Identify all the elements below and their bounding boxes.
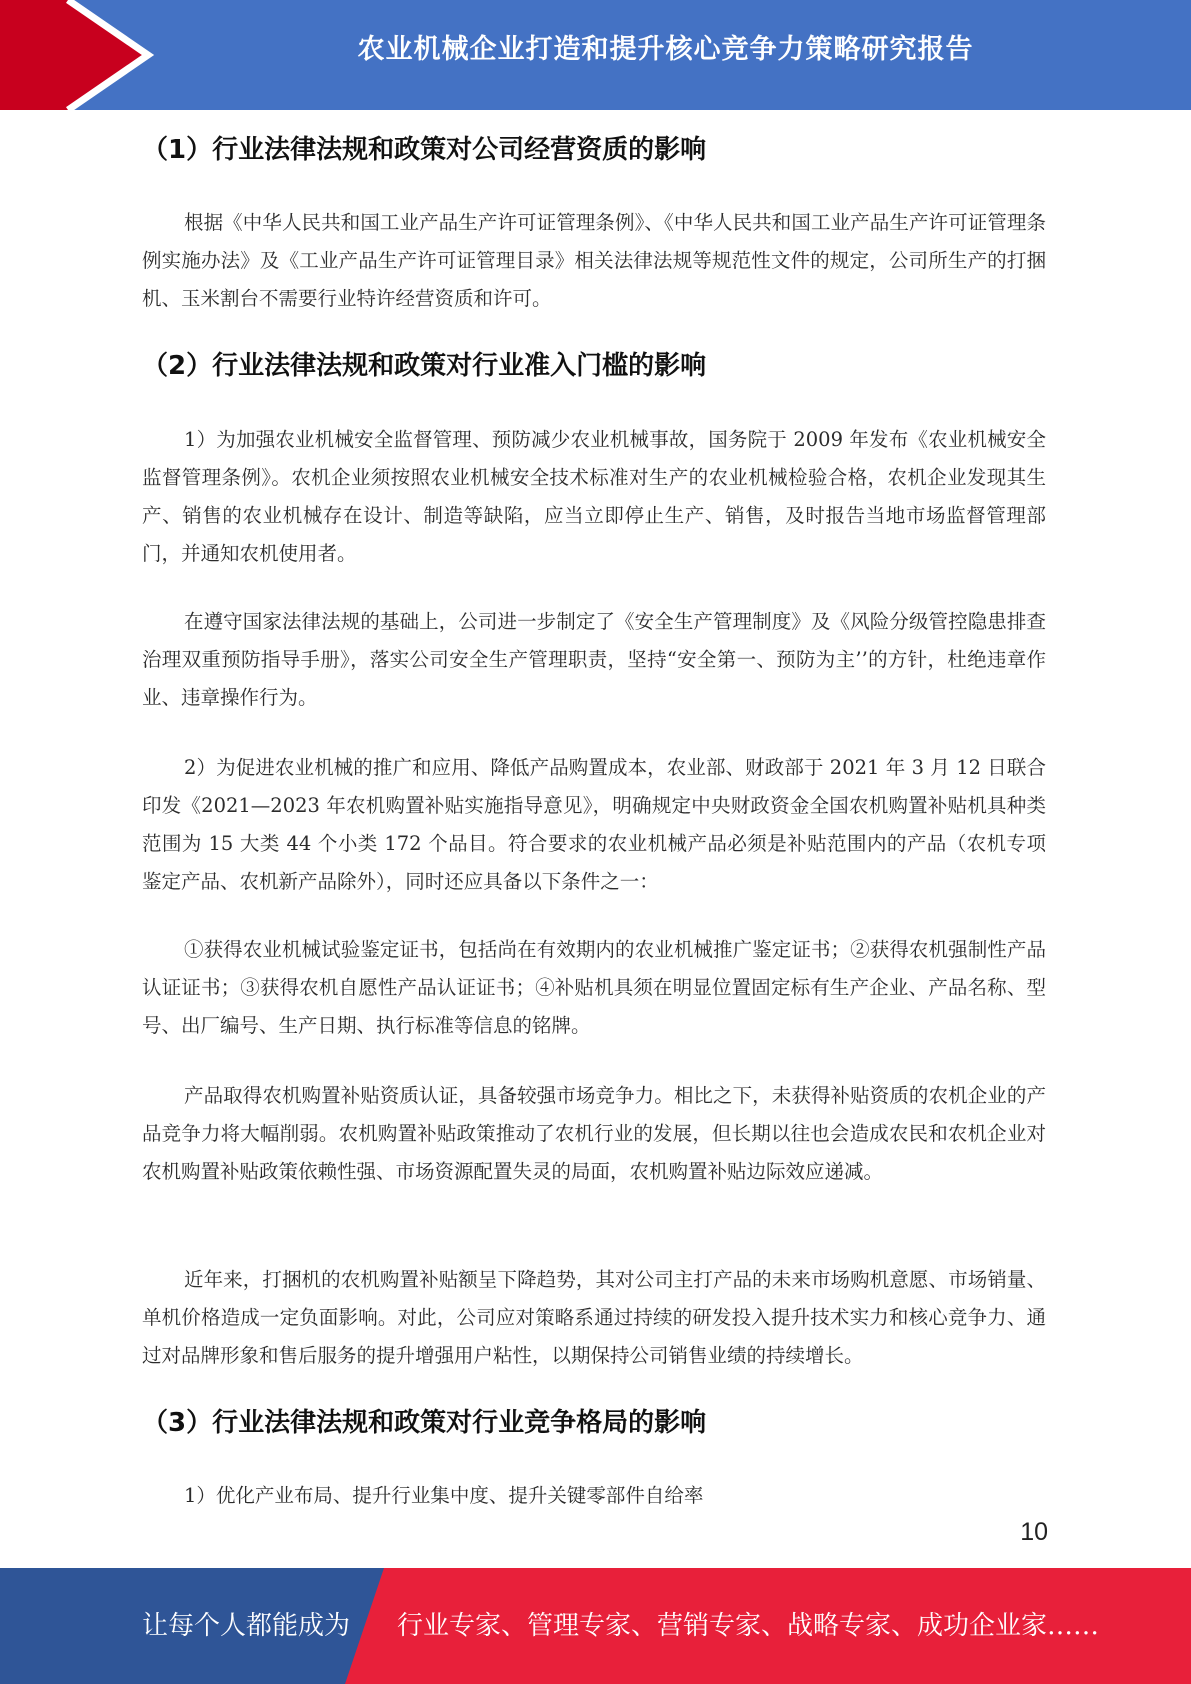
section-2-paragraph-6: 近年来，打捆机的农机购置补贴额呈下降趋势，其对公司主打产品的未来市场购机意愿、市场销量、单机价格造成一定负面影响。对此，公司应对策略系通过持续的研发投入提升技术实力和核心竞争力、通过对品牌形象和售后服务的提升增强用户粘性，以期保持公司销售业绩的持续增长。 (142, 1268, 1046, 1367)
section-2-paragraph-5: 产品取得农机购置补贴资质认证，具备较强市场竞争力。相比之下，未获得补贴资质的农机企业的产品竞争力将大幅削弱。农机购置补贴政策推动了农机行业的发展，但长期以往也会造成农民和农机企业对农机购置补贴政策依赖性强、市场资源配置失灵的局面，农机购置补贴边际效应递减。 (142, 1084, 1046, 1183)
section-2-paragraph-3: 2）为促进农业机械的推广和应用、降低产品购置成本，农业部、财政部于 2021 年 3 月 12 日联合印发《2021—2023 年农机购置补贴实施指导意见》，明确规定中央财政资金全国农机购置补贴机具种类范围为 15 大类 44 个小类 172 个品目。符合要求的农业机械产品必须是补贴范围内的产品（农机专项鉴定产品、农机新产品除外），同时还应具备以下条件之一： (142, 756, 1046, 893)
section-2-paragraph-4: ①获得农业机械试验鉴定证书，包括尚在有效期内的农业机械推广鉴定证书；②获得农机强制性产品认证证书；③获得农机自愿性产品认证证书；④补贴机具须在明显位置固定标有生产企业、产品名称、型号、出厂编号、生产日期、执行标准等信息的铭牌。 (142, 938, 1046, 1037)
footer-slogan-right: 行业专家、管理专家、营销专家、战略专家、成功企业家…… (397, 1611, 1100, 1641)
header-red-chevron (0, 0, 148, 110)
page-header (0, 0, 1191, 110)
page-number: 10 (1020, 1518, 1048, 1546)
section-2-paragraph-2: 在遵守国家法律法规的基础上，公司进一步制定了《安全生产管理制度》及《风险分级管控隐患排查治理双重预防指导手册》，落实公司安全生产管理职责，坚持“安全第一、预防为主’’的方针，杜绝违章作业、违章操作行为。 (142, 610, 1046, 709)
section-2-heading: （2）行业法律法规和政策对行业准入门槛的影响 (142, 351, 707, 381)
section-2-paragraph-1: 1）为加强农业机械安全监督管理、预防减少农业机械事故，国务院于 2009 年发布《农业机械安全监督管理条例》。农机企业须按照农业机械安全技术标准对生产的农业机械检验合格，农机企业发现其生产、销售的农业机械存在设计、制造等缺陷，应当立即停止生产、销售，及时报告当地市场监督管理部门，并通知农机使用者。 (142, 428, 1046, 565)
section-3-paragraph-1: 1）优化产业布局、提升行业集中度、提升关键零部件自给率 (184, 1484, 704, 1507)
header-arrow-decoration (0, 0, 190, 110)
footer-slogan-left: 让每个人都能成为 (142, 1611, 351, 1641)
section-1-heading: （1）行业法律法规和政策对公司经营资质的影响 (142, 135, 707, 165)
page-footer (0, 1568, 1191, 1684)
section-1-paragraph-1: 根据《中华人民共和国工业产品生产许可证管理条例》、《中华人民共和国工业产品生产许可证管理条例实施办法》及《工业产品生产许可证管理目录》相关法律法规等规范性文件的规定，公司所生产的打捆机、玉米割台不需要行业特许经营资质和许可。 (142, 211, 1046, 310)
report-title: 农业机械企业打造和提升核心竞争力策略研究报告 (357, 34, 974, 65)
section-3-heading: （3）行业法律法规和政策对行业竞争格局的影响 (142, 1408, 707, 1438)
